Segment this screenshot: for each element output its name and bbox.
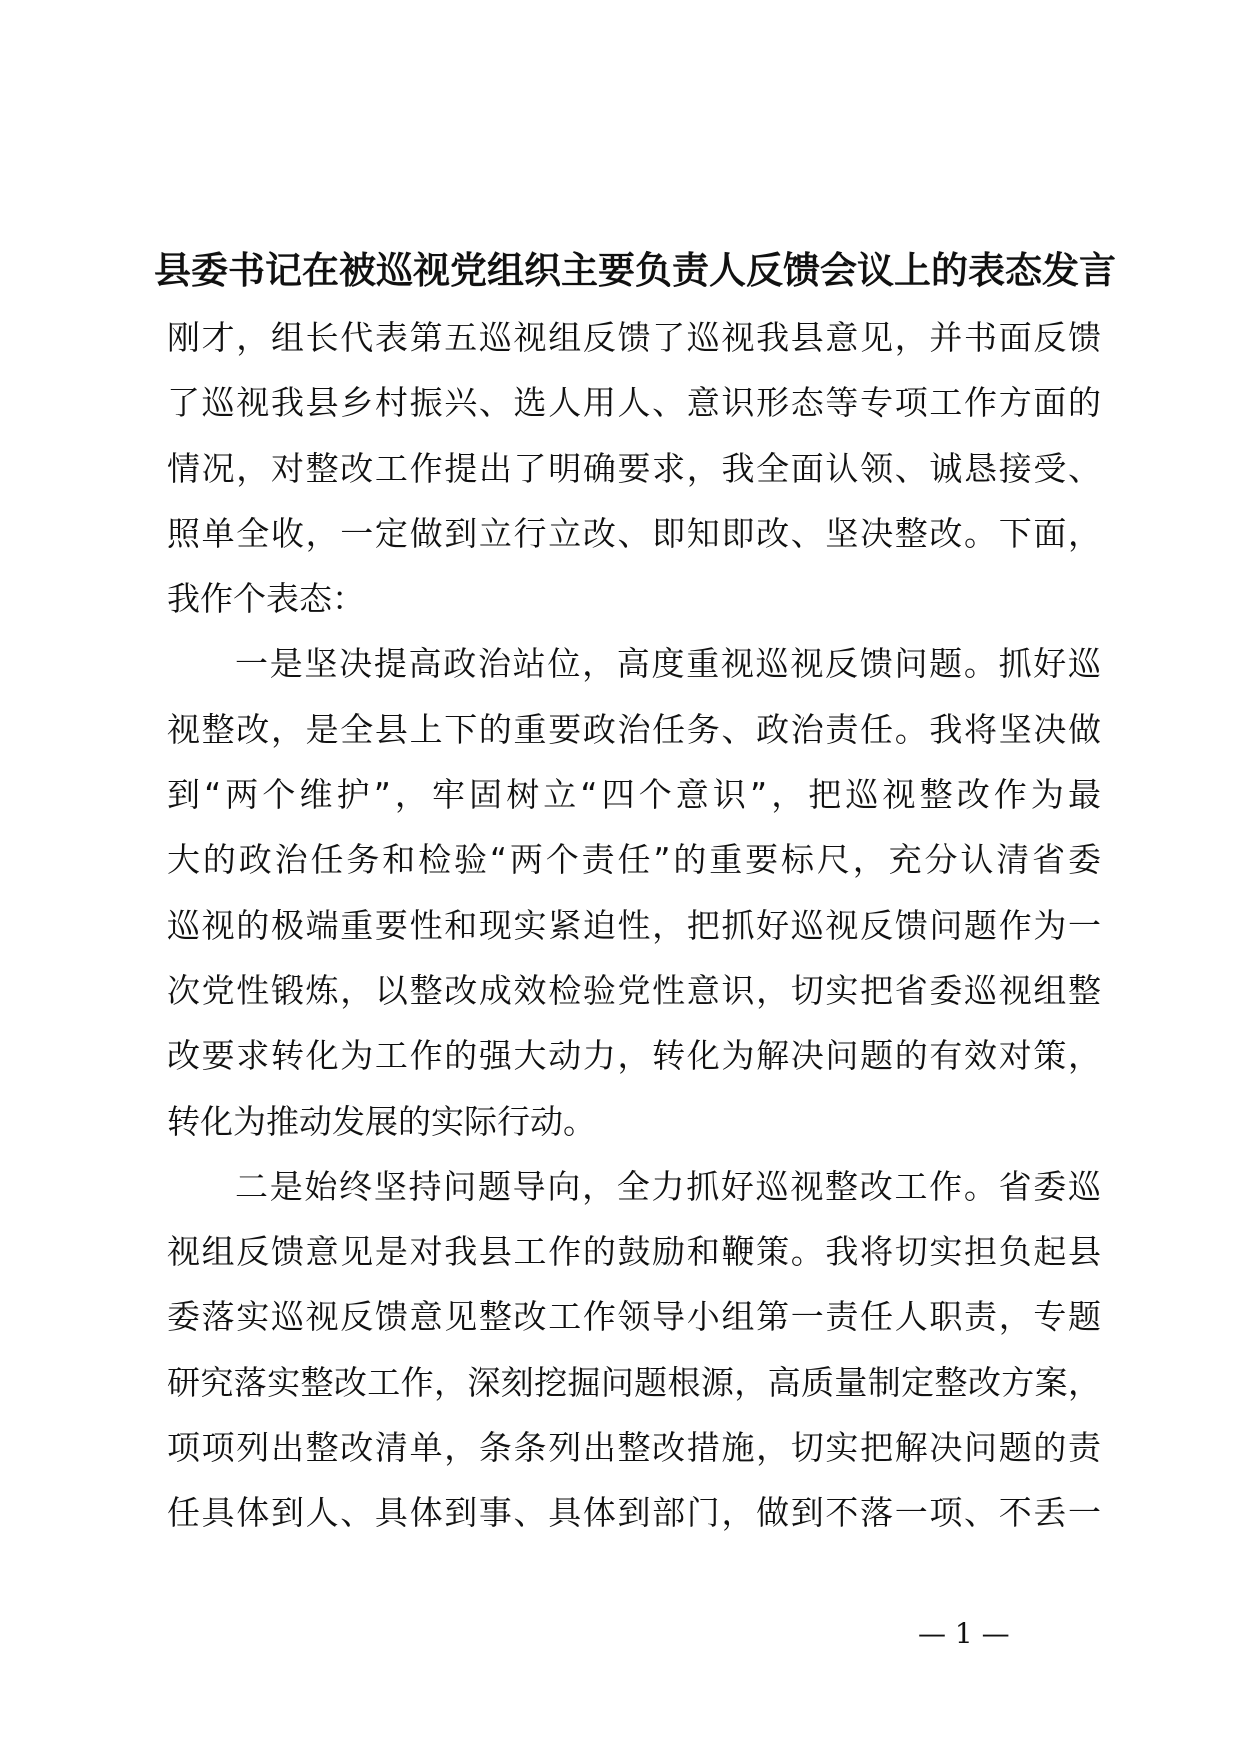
paragraph-line: 巡视的极端重要性和现实紧迫性，把抓好巡视反馈问题作为一 xyxy=(167,905,1101,945)
page-number: — 1 — xyxy=(918,1617,1010,1650)
document-body xyxy=(167,305,1101,1546)
paragraph xyxy=(167,1154,1101,1546)
document-title: 县委书记在被巡视党组织主要负责人反馈会议上的表态发言 xyxy=(154,249,1116,292)
paragraph-line: 一是坚决提高政治站位，高度重视巡视反馈问题。抓好巡 xyxy=(235,644,1101,684)
paragraph-line: 视组反馈意见是对我县工作的鼓励和鞭策。我将切实担负起县 xyxy=(167,1232,1101,1272)
paragraph-line: 情况，对整改工作提出了明确要求，我全面认领、诚恳接受、 xyxy=(167,448,1101,488)
paragraph-line: 视整改，是全县上下的重要政治任务、政治责任。我将坚决做 xyxy=(167,709,1101,749)
paragraph-line: 任具体到人、具体到事、具体到部门，做到不落一项、不丢一 xyxy=(167,1493,1101,1533)
paragraph-line: 项项列出整改清单，条条列出整改措施，切实把解决问题的责 xyxy=(167,1428,1101,1468)
paragraph-line: 刚才，组长代表第五巡视组反馈了巡视我县意见，并书面反馈 xyxy=(167,318,1101,357)
paragraph xyxy=(167,305,1101,631)
paragraph xyxy=(167,631,1101,1153)
paragraph-line: 二是始终坚持问题导向，全力抓好巡视整改工作。省委巡 xyxy=(235,1166,1101,1206)
paragraph-line: 次党性锻炼，以整改成效检验党性意识，切实把省委巡视组整 xyxy=(167,970,1101,1010)
paragraph-line: 改要求转化为工作的强大动力，转化为解决问题的有效对策， xyxy=(167,1036,1101,1076)
paragraph-line: 照单全收，一定做到立行立改、即知即改、坚决整改。下面， xyxy=(167,513,1101,553)
paragraph-line: 我作个表态： xyxy=(167,579,365,619)
paragraph-line: 转化为推动发展的实际行动。 xyxy=(167,1101,596,1141)
paragraph-line: 委落实巡视反馈意见整改工作领导小组第一责任人职责，专题 xyxy=(167,1297,1101,1337)
paragraph-line: 大的政治任务和检验“两个责任”的重要标尺，充分认清省委 xyxy=(167,840,1101,880)
paragraph-line: 研究落实整改工作，深刻挖掘问题根源，高质量制定整改方案， xyxy=(167,1362,1101,1402)
paragraph-line: 了巡视我县乡村振兴、选人用人、意识形态等专项工作方面的 xyxy=(167,383,1101,423)
paragraph-line: 到“两个维护”，牢固树立“四个意识”，把巡视整改作为最 xyxy=(167,775,1101,815)
